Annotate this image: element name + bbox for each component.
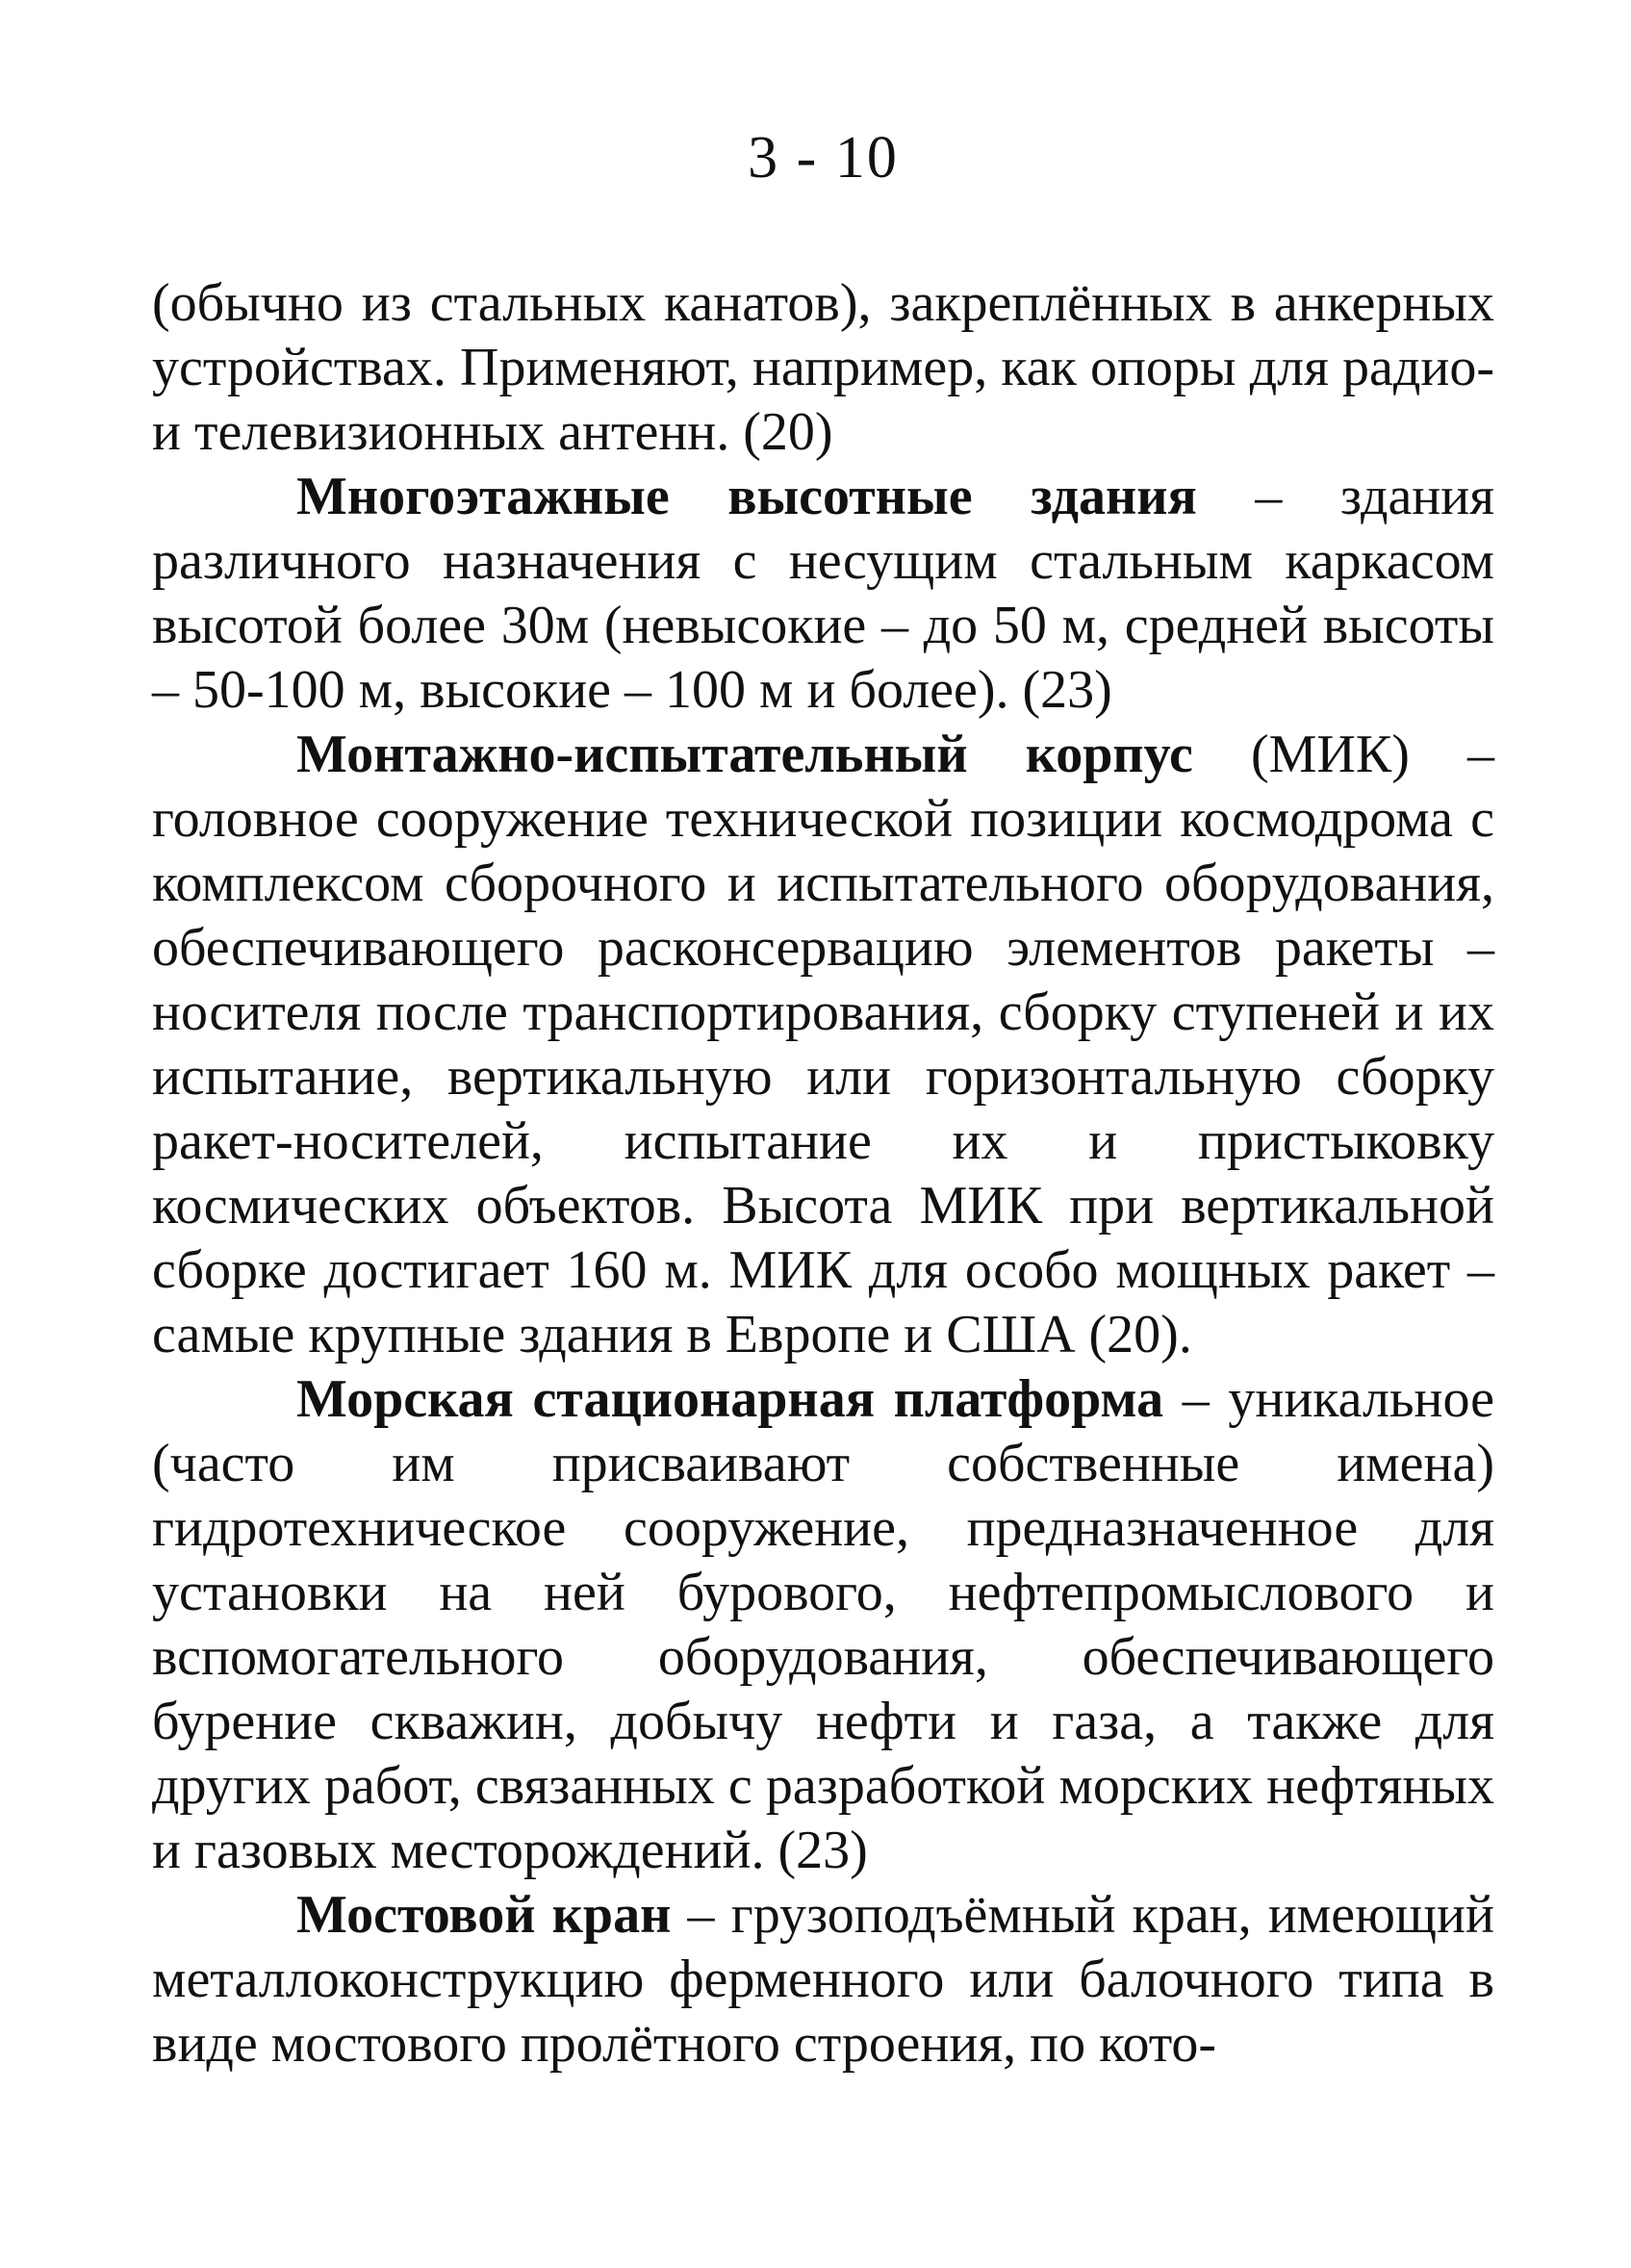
entry-text: (МИК) – головное сооружение технической позиции космодрома с комплексом сборочного и испытательного оборудования, обеспечивающего расконсервацию элементов ракеты – носителя после транспортирования, сборку ступеней и их испытание, вертикальную или горизонтальную сборку ракет-носителей, испытание их и пристыковку космических объектов. Высота МИК при вертикальной сборке достигает 160 м. МИК для особо мощных ракет – самые крупные здания в Европе и США (20). [152, 725, 1494, 1364]
entry-text: (обычно из стальных канатов), закреплённых в анкерных устройствах. Применяют, например, как опоры для радио- и телевизионных антенн. (20) [152, 273, 1494, 462]
entry-bridge-crane [152, 1883, 1494, 2077]
entry-text: – грузоподъёмный кран, имеющий металлоконструкцию ферменного или балочного типа в виде мостового пролётного строения, по кото- [152, 1885, 1494, 2074]
entry-text: – здания различного назначения с несущим стальным каркасом высотой более 30м (невысокие – до 50 м, средней высоты – 50-100 м, высокие – 100 м и более). (23) [152, 467, 1495, 720]
entry-term: Мостовой кран [296, 1885, 672, 1945]
entry-assembly-test-building [152, 723, 1494, 1367]
entry-multistorey-buildings [152, 465, 1494, 723]
document-page [152, 0, 1494, 2268]
entry-term: Многоэтажные высотные здания [296, 467, 1197, 526]
entry-continuation [152, 271, 1494, 465]
entry-text: – уникальное (часто им присваивают собственные имена) гидротехническое сооружение, предназначенное для установки на ней бурового, нефтепромыслового и вспомогательного оборудования, обеспечивающего бурение скважин, добычу нефти и газа, а также для других работ, связанных с разработкой морских нефтяных и газовых месторождений. (23) [152, 1369, 1494, 1880]
entry-term: Монтажно-испытательный корпус [296, 725, 1193, 784]
document-body [152, 271, 1494, 2077]
page-number: 3 - 10 [748, 125, 899, 191]
entry-term: Морская стационарная платформа [296, 1369, 1164, 1429]
entry-offshore-platform [152, 1367, 1494, 1883]
